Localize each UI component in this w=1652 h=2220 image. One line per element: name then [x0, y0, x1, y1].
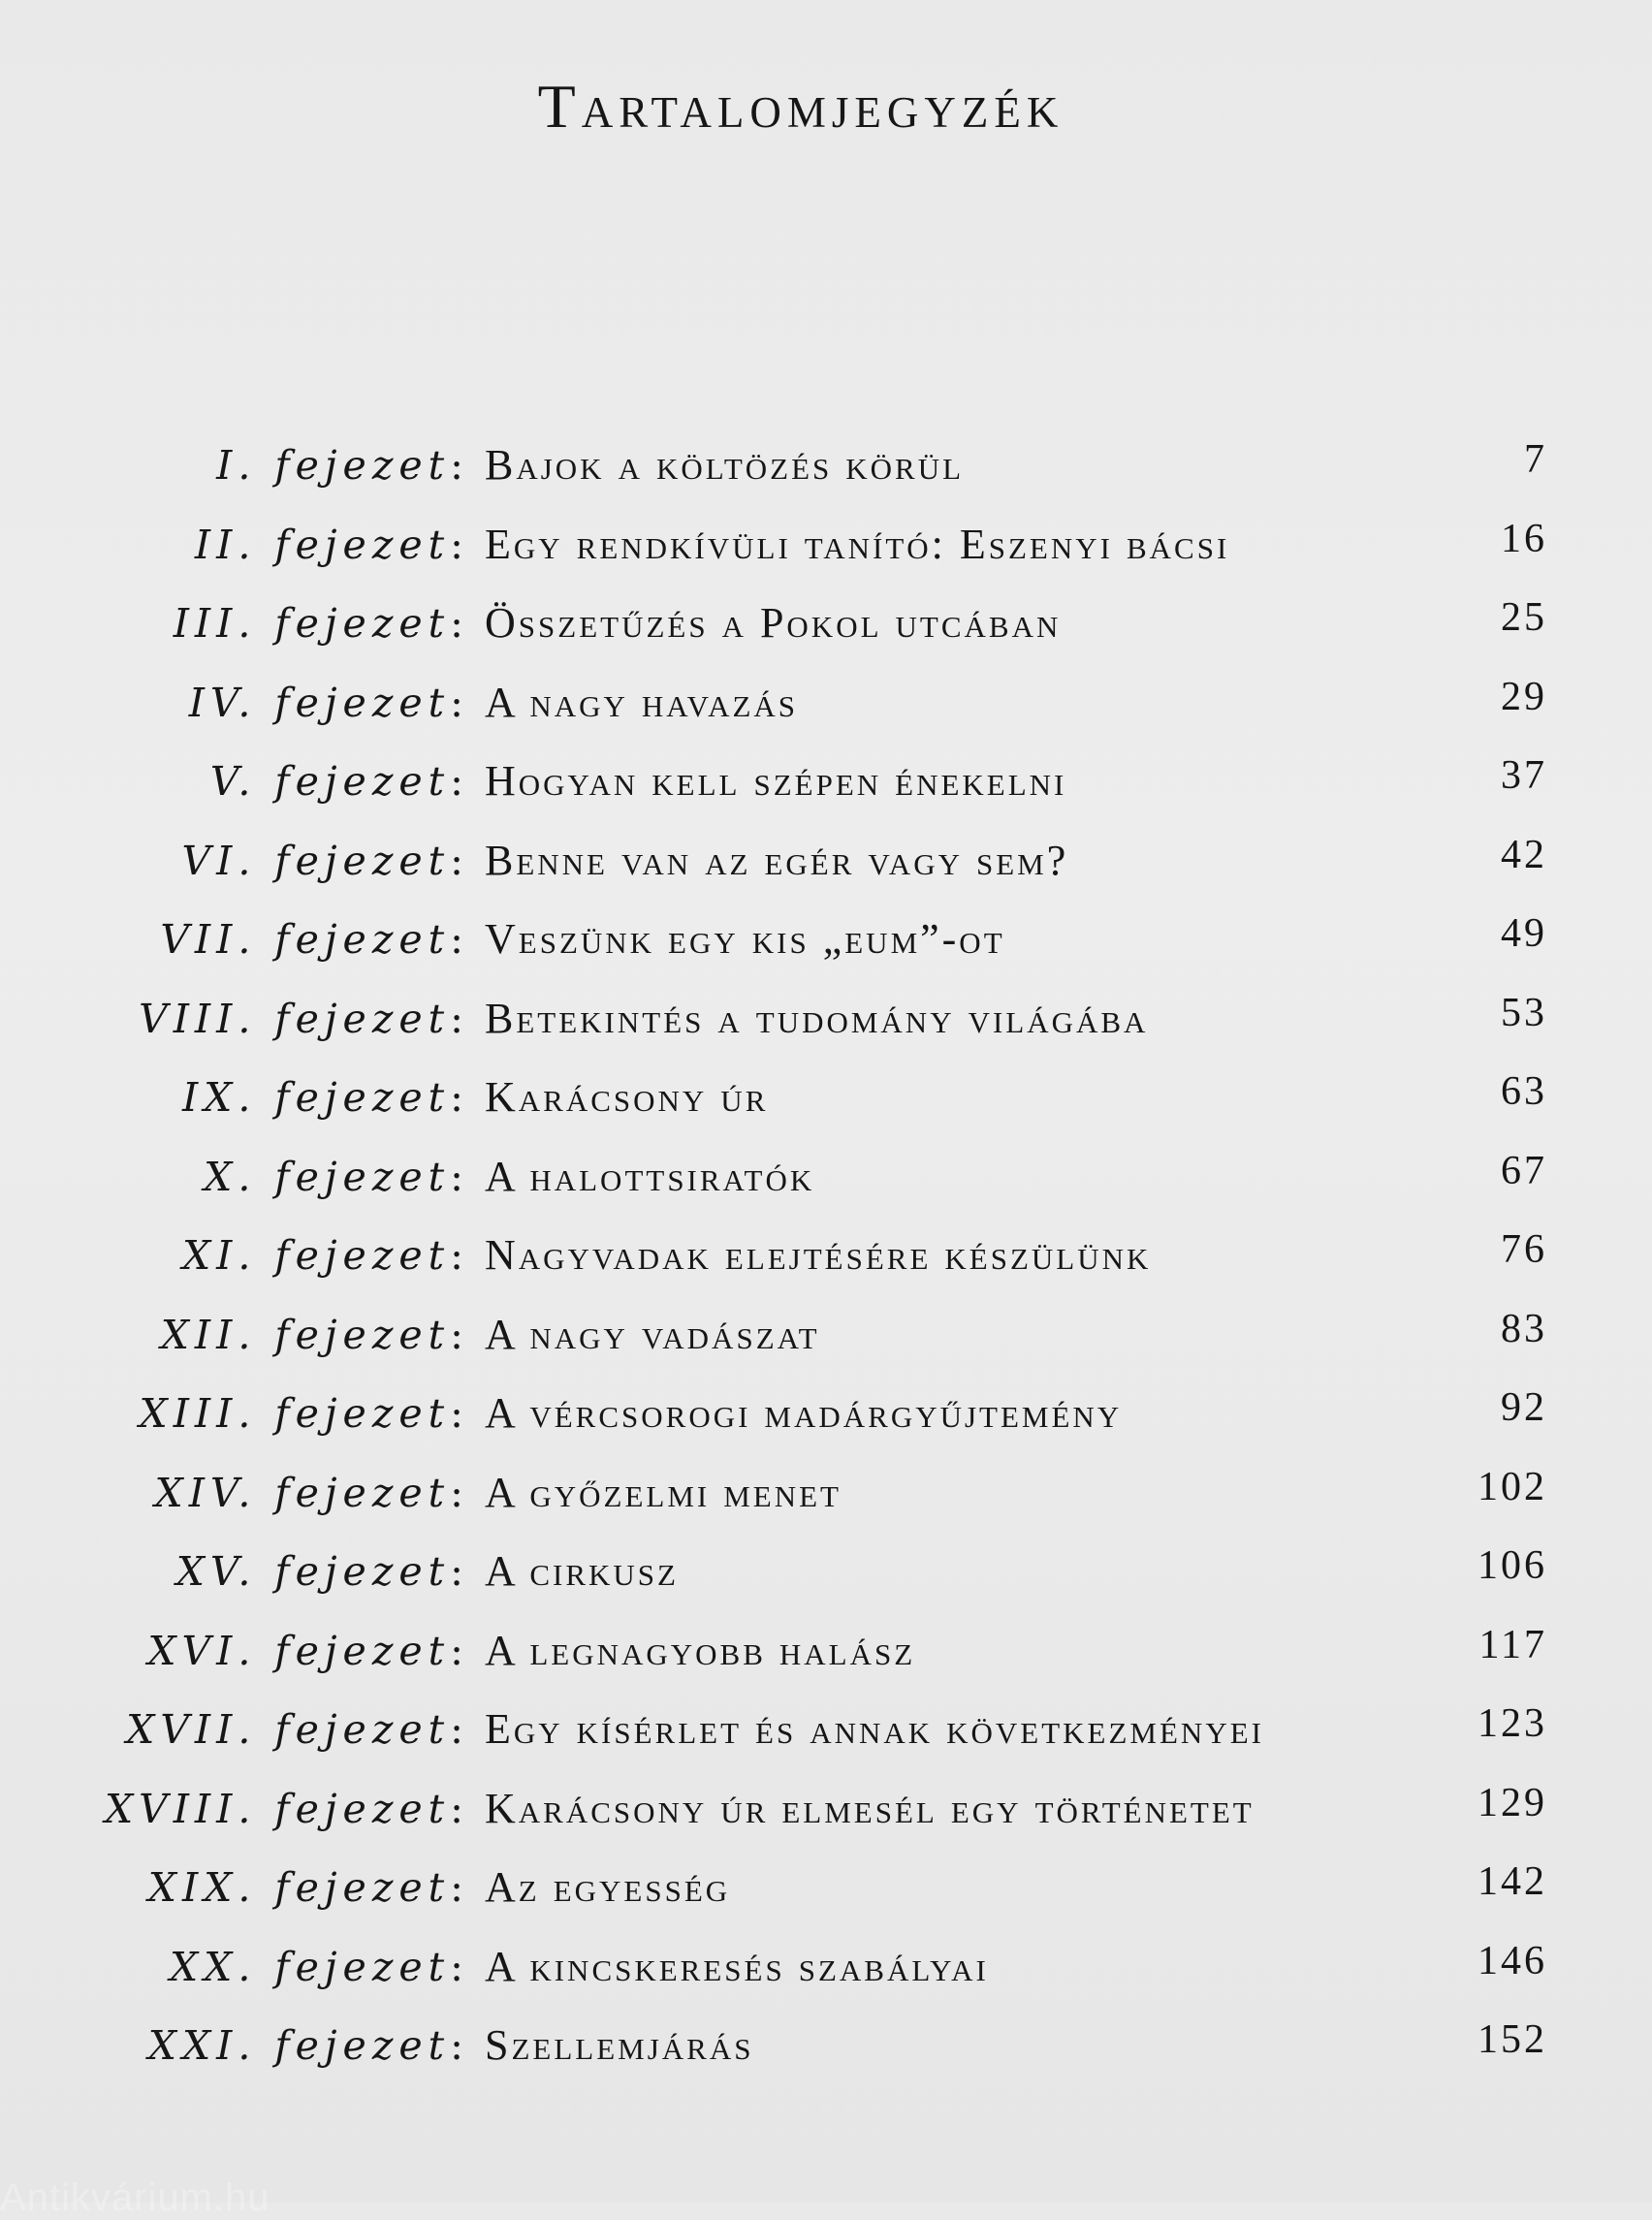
page-number: 37	[1501, 753, 1547, 798]
chapter-numeral: III.	[173, 600, 257, 647]
label-colon: :	[450, 1232, 463, 1279]
toc-row	[0, 1066, 1652, 1146]
chapter-label	[189, 672, 463, 734]
chapter-numeral: XVII.	[126, 1706, 257, 1753]
chapter-word: fejezet	[274, 1706, 451, 1753]
chapter-title: Karácsony úr elmesél egy történetet	[485, 1784, 1255, 1832]
chapter-label	[170, 1936, 463, 1998]
toc-row	[0, 2014, 1652, 2094]
toc-row	[0, 988, 1652, 1067]
chapter-label	[148, 2014, 463, 2077]
toc-row	[0, 750, 1652, 830]
chapter-word: fejezet	[274, 995, 451, 1042]
toc-row	[0, 1856, 1652, 1936]
toc-row	[0, 908, 1652, 988]
label-colon: :	[450, 1153, 463, 1200]
toc-row	[0, 592, 1652, 672]
label-colon: :	[450, 2022, 463, 2069]
chapter-word: fejezet	[274, 1627, 451, 1674]
chapter-numeral: XIX.	[147, 1864, 257, 1911]
chapter-word: fejezet	[274, 1469, 451, 1516]
toc-row	[0, 1778, 1652, 1857]
label-colon: :	[450, 1469, 463, 1516]
chapter-title: Benne van az egér vagy sem?	[485, 836, 1069, 884]
chapter-word: fejezet	[274, 758, 451, 805]
label-colon: :	[450, 679, 463, 726]
toc-row	[0, 514, 1652, 593]
page-number: 117	[1478, 1622, 1547, 1667]
chapter-numeral: XIV.	[154, 1469, 257, 1516]
chapter-label	[147, 1620, 463, 1682]
chapter-word: fejezet	[274, 1785, 451, 1832]
chapter-numeral: XII.	[160, 1311, 257, 1358]
page-number: 146	[1477, 1938, 1547, 1983]
page-number: 102	[1477, 1464, 1547, 1509]
page-number: 53	[1501, 990, 1547, 1035]
watermark: Antikvárium.hu	[0, 2176, 270, 2219]
chapter-title: Nagyvadak elejtésére készülünk	[485, 1231, 1152, 1279]
page-number: 123	[1477, 1701, 1547, 1746]
chapter-label	[210, 750, 463, 812]
chapter-label	[139, 988, 463, 1050]
chapter-numeral: XVIII.	[104, 1785, 257, 1832]
chapter-title: A győzelmi menet	[485, 1468, 842, 1516]
label-colon: :	[450, 758, 463, 805]
chapter-title: Veszünk egy kis „eum”-ot	[485, 915, 1005, 963]
toc-row	[0, 1540, 1652, 1620]
page-title: Tartalomjegyzék	[537, 72, 1064, 141]
label-colon: :	[450, 1943, 463, 1990]
chapter-numeral: IV.	[188, 679, 257, 726]
chapter-title: Hogyan kell szépen énekelni	[485, 757, 1067, 805]
chapter-label	[148, 1856, 463, 1919]
page-number: 67	[1501, 1148, 1547, 1193]
chapter-title: A halottsiratók	[485, 1152, 815, 1200]
label-colon: :	[450, 1785, 463, 1832]
chapter-label	[140, 1382, 463, 1444]
page-number: 7	[1524, 437, 1547, 482]
chapter-numeral: II.	[194, 521, 257, 568]
table-of-contents	[0, 434, 1652, 2094]
chapter-word: fejezet	[274, 442, 451, 489]
page-number: 49	[1501, 911, 1547, 956]
chapter-label	[174, 592, 463, 654]
page-number: 42	[1501, 832, 1547, 877]
page-number: 25	[1501, 595, 1547, 640]
chapter-numeral: VII.	[160, 916, 257, 963]
label-colon: :	[450, 916, 463, 963]
chapter-numeral: V.	[209, 758, 257, 805]
chapter-word: fejezet	[274, 1548, 451, 1595]
chapter-numeral: VI.	[181, 837, 257, 884]
chapter-word: fejezet	[274, 1864, 451, 1911]
chapter-word: fejezet	[274, 1074, 451, 1121]
toc-row	[0, 672, 1652, 751]
chapter-numeral: VIII.	[139, 995, 257, 1042]
label-colon: :	[450, 521, 463, 568]
chapter-title: Szellemjárás	[485, 2021, 754, 2069]
toc-row	[0, 1304, 1652, 1383]
chapter-word: fejezet	[274, 1390, 451, 1437]
chapter-word: fejezet	[274, 916, 451, 963]
label-colon: :	[450, 600, 463, 647]
chapter-title: Az egyesség	[485, 1863, 731, 1911]
page-number: 129	[1477, 1780, 1547, 1825]
chapter-label	[161, 1304, 463, 1366]
page-number: 142	[1477, 1859, 1547, 1904]
toc-row	[0, 1224, 1652, 1304]
toc-row	[0, 1146, 1652, 1225]
chapter-label	[182, 1066, 463, 1128]
chapter-title: Összetűzés a Pokol utcában	[485, 599, 1062, 647]
chapter-title: Bajok a költözés körül	[485, 441, 965, 489]
label-colon: :	[450, 995, 463, 1042]
toc-row	[0, 1382, 1652, 1462]
chapter-title: Egy kísérlet és annak következményei	[485, 1705, 1264, 1753]
toc-row	[0, 1462, 1652, 1541]
chapter-title: A vércsorogi madárgyűjtemény	[485, 1389, 1123, 1437]
chapter-label	[160, 908, 463, 970]
chapter-label	[195, 514, 463, 576]
label-colon: :	[450, 1627, 463, 1674]
label-colon: :	[450, 1706, 463, 1753]
chapter-word: fejezet	[274, 521, 451, 568]
label-colon: :	[450, 1548, 463, 1595]
chapter-title: A cirkusz	[485, 1547, 679, 1595]
chapter-label	[176, 1540, 463, 1602]
label-colon: :	[450, 442, 463, 489]
chapter-word: fejezet	[274, 679, 451, 726]
toc-row	[0, 1698, 1652, 1778]
chapter-label	[182, 830, 463, 892]
page-number: 29	[1501, 674, 1547, 719]
label-colon: :	[450, 1390, 463, 1437]
page-number: 16	[1501, 516, 1547, 561]
page-number: 83	[1501, 1306, 1547, 1351]
toc-row	[0, 434, 1652, 514]
chapter-numeral: XIII.	[139, 1390, 257, 1437]
page-number: 63	[1501, 1069, 1547, 1114]
chapter-word: fejezet	[274, 837, 451, 884]
page-number: 92	[1501, 1385, 1547, 1430]
chapter-label	[216, 434, 463, 496]
toc-row	[0, 1936, 1652, 2015]
chapter-label	[182, 1224, 463, 1286]
chapter-numeral: IX.	[181, 1074, 257, 1121]
chapter-word: fejezet	[274, 2022, 451, 2069]
chapter-title: A legnagyobb halász	[485, 1626, 916, 1674]
chapter-title: Egy rendkívüli tanító: Eszenyi bácsi	[485, 520, 1230, 568]
toc-row	[0, 830, 1652, 909]
label-colon: :	[450, 1074, 463, 1121]
chapter-label	[105, 1778, 463, 1840]
page-number: 106	[1477, 1543, 1547, 1588]
chapter-word: fejezet	[274, 1153, 451, 1200]
chapter-word: fejezet	[274, 1311, 451, 1358]
chapter-numeral: I.	[216, 442, 257, 489]
label-colon: :	[450, 1311, 463, 1358]
chapter-word: fejezet	[274, 1943, 451, 1990]
chapter-label	[204, 1146, 463, 1208]
chapter-title: Betekintés a tudomány világába	[485, 994, 1149, 1042]
label-colon: :	[450, 1864, 463, 1911]
chapter-numeral: XXI.	[147, 2022, 257, 2069]
chapter-title: A nagy vadászat	[485, 1310, 820, 1358]
chapter-title: A kincskeresés szabályai	[485, 1942, 989, 1990]
chapter-numeral: X.	[204, 1153, 257, 1200]
chapter-title: Karácsony úr	[485, 1073, 769, 1121]
toc-row	[0, 1620, 1652, 1699]
chapter-word: fejezet	[274, 1232, 451, 1279]
chapter-label	[126, 1698, 463, 1760]
chapter-numeral: XV.	[175, 1548, 257, 1595]
label-colon: :	[450, 837, 463, 884]
chapter-label	[155, 1462, 464, 1524]
chapter-numeral: XX.	[169, 1943, 257, 1990]
chapter-numeral: XVI.	[147, 1627, 257, 1674]
chapter-word: fejezet	[274, 600, 451, 647]
chapter-numeral: XI.	[181, 1232, 257, 1279]
page-number: 76	[1501, 1227, 1547, 1272]
page-number: 152	[1477, 2017, 1547, 2062]
chapter-title: A nagy havazás	[485, 678, 799, 726]
